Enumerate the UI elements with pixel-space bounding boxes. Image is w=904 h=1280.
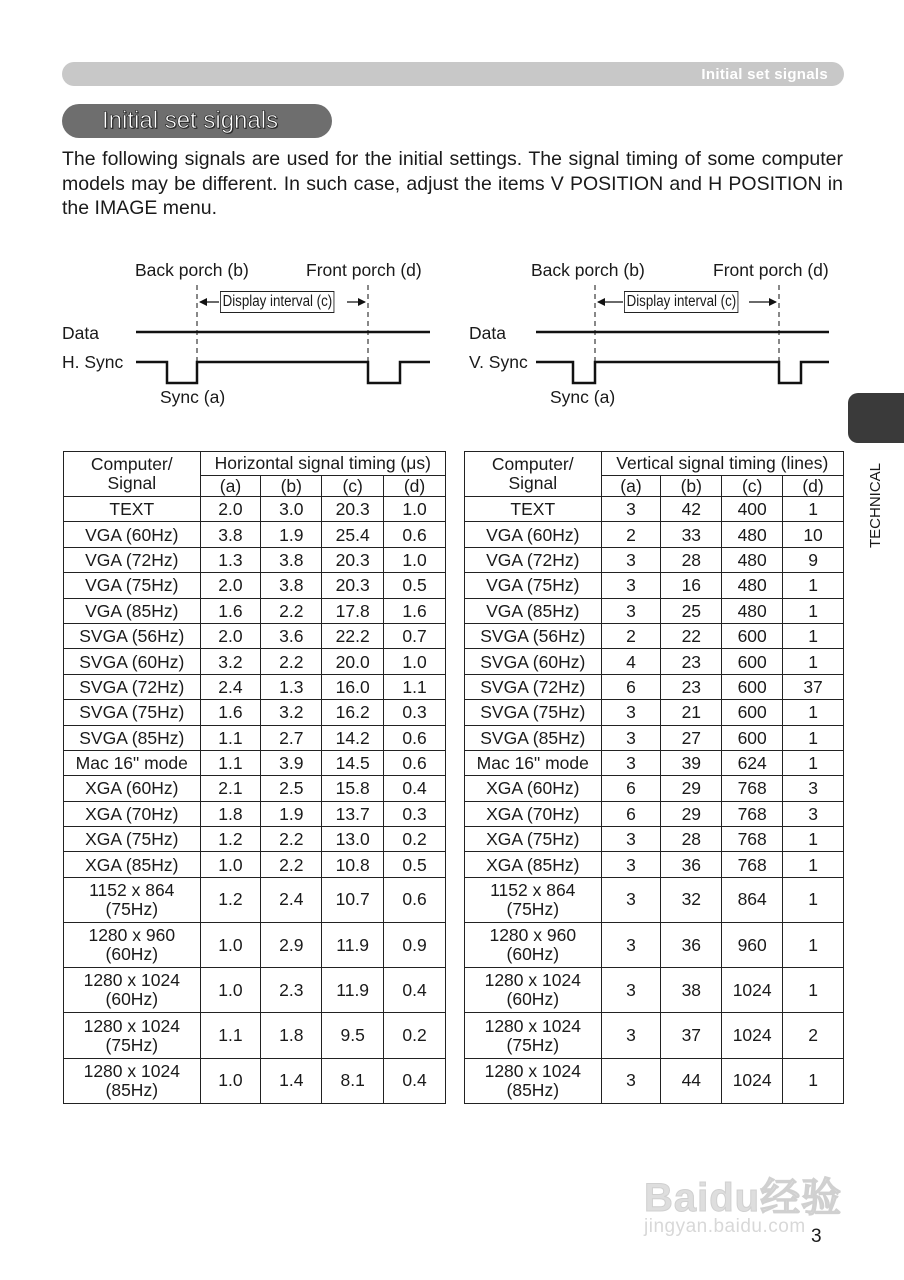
h-cell-signal: VGA (85Hz) <box>64 598 201 623</box>
v-cell-d: 3 <box>783 801 844 826</box>
h-cell-b: 3.0 <box>261 497 322 522</box>
v-cell-a: 3 <box>601 725 661 750</box>
h-table-row <box>64 1058 446 1103</box>
h-cell-c: 20.3 <box>322 573 384 598</box>
v-cell-b: 29 <box>661 776 722 801</box>
h-cell-signal: SVGA (56Hz) <box>64 623 201 648</box>
v-cell-d: 1 <box>783 700 844 725</box>
h-cell-a: 1.6 <box>200 598 261 623</box>
v-cell-a: 3 <box>601 750 661 775</box>
chapter-tab <box>848 393 904 443</box>
v-cell-c: 768 <box>722 801 783 826</box>
v-cell-d: 1 <box>783 598 844 623</box>
v-table-row <box>465 923 844 968</box>
h-table-row <box>64 649 446 674</box>
h-cell-a: 1.3 <box>200 547 261 572</box>
v-cell-d: 1 <box>783 497 844 522</box>
v-timing-table <box>464 451 844 1104</box>
v-cell-signal: SVGA (75Hz) <box>465 700 602 725</box>
v-cell-b: 28 <box>661 827 722 852</box>
h-table-row <box>64 674 446 699</box>
v-cell-b: 33 <box>661 522 722 547</box>
v-cell-d: 9 <box>783 547 844 572</box>
v-table-row <box>465 547 844 572</box>
v-cell-signal: SVGA (72Hz) <box>465 674 602 699</box>
v-table-row <box>465 522 844 547</box>
v-table-row <box>465 725 844 750</box>
h-cell-a: 1.2 <box>200 877 261 922</box>
v-cell-a: 3 <box>601 827 661 852</box>
v-display-interval-label: Display interval (c) <box>624 291 739 313</box>
v-cell-c: 1024 <box>722 1013 783 1058</box>
h-cell-a: 2.0 <box>200 623 261 648</box>
v-back-porch-label: Back porch (b) <box>531 260 645 280</box>
v-cell-signal: 1280 x 1024 (75Hz) <box>465 1013 602 1058</box>
h-sync-waveform <box>62 255 442 415</box>
v-col-signal-header: Computer/ Signal <box>465 452 602 497</box>
h-table-row <box>64 852 446 877</box>
h-cell-signal: XGA (75Hz) <box>64 827 201 852</box>
v-cell-b: 42 <box>661 497 722 522</box>
v-cell-d: 1 <box>783 968 844 1013</box>
v-cell-c: 960 <box>722 923 783 968</box>
h-table-row <box>64 598 446 623</box>
h-cell-b: 1.8 <box>261 1013 322 1058</box>
h-cell-signal: SVGA (75Hz) <box>64 700 201 725</box>
h-cell-b: 2.2 <box>261 827 322 852</box>
v-sub-header: (c) <box>722 476 783 497</box>
h-cell-b: 2.3 <box>261 968 322 1013</box>
v-cell-a: 6 <box>601 674 661 699</box>
h-table-row <box>64 776 446 801</box>
h-cell-d: 0.6 <box>384 877 446 922</box>
h-cell-signal: 1280 x 1024 (60Hz) <box>64 968 201 1013</box>
v-cell-c: 864 <box>722 877 783 922</box>
h-cell-d: 0.3 <box>384 801 446 826</box>
h-cell-signal: XGA (70Hz) <box>64 801 201 826</box>
h-cell-d: 0.6 <box>384 522 446 547</box>
v-cell-d: 1 <box>783 852 844 877</box>
h-col-signal-header: Computer/ Signal <box>64 452 201 497</box>
v-sync-waveform <box>469 255 849 415</box>
h-cell-signal: 1280 x 1024 (75Hz) <box>64 1013 201 1058</box>
h-cell-a: 1.1 <box>200 725 261 750</box>
h-cell-c: 20.0 <box>322 649 384 674</box>
v-front-porch-label: Front porch (d) <box>713 260 829 280</box>
h-cell-signal: SVGA (85Hz) <box>64 725 201 750</box>
h-cell-b: 2.2 <box>261 598 322 623</box>
h-cell-c: 11.9 <box>322 968 384 1013</box>
v-table-row <box>465 827 844 852</box>
watermark-url: jingyan.baidu.com <box>644 1216 806 1237</box>
h-cell-a: 3.8 <box>200 522 261 547</box>
h-data-label: Data <box>62 323 99 343</box>
v-cell-b: 28 <box>661 547 722 572</box>
h-table-row <box>64 497 446 522</box>
v-cell-d: 37 <box>783 674 844 699</box>
h-cell-b: 1.9 <box>261 522 322 547</box>
h-table-row <box>64 923 446 968</box>
h-cell-c: 22.2 <box>322 623 384 648</box>
h-cell-a: 1.2 <box>200 827 261 852</box>
v-cell-c: 1024 <box>722 968 783 1013</box>
h-cell-b: 2.5 <box>261 776 322 801</box>
v-cell-signal: VGA (75Hz) <box>465 573 602 598</box>
v-cell-c: 600 <box>722 725 783 750</box>
v-cell-a: 3 <box>601 700 661 725</box>
h-cell-a: 2.4 <box>200 674 261 699</box>
v-table-row <box>465 877 844 922</box>
h-cell-d: 1.0 <box>384 649 446 674</box>
v-table-row <box>465 801 844 826</box>
v-cell-d: 3 <box>783 776 844 801</box>
v-table-body <box>465 497 844 1104</box>
v-cell-a: 3 <box>601 1013 661 1058</box>
h-table-row <box>64 522 446 547</box>
v-cell-signal: XGA (70Hz) <box>465 801 602 826</box>
h-cell-d: 1.0 <box>384 547 446 572</box>
v-cell-c: 624 <box>722 750 783 775</box>
v-cell-c: 400 <box>722 497 783 522</box>
h-cell-a: 2.1 <box>200 776 261 801</box>
baidu-watermark <box>644 1150 854 1240</box>
v-cell-b: 25 <box>661 598 722 623</box>
v-table-row <box>465 700 844 725</box>
v-cell-signal: 1280 x 1024 (60Hz) <box>465 968 602 1013</box>
h-cell-d: 0.6 <box>384 750 446 775</box>
h-cell-signal: 1280 x 960 (60Hz) <box>64 923 201 968</box>
h-cell-c: 15.8 <box>322 776 384 801</box>
v-cell-a: 3 <box>601 573 661 598</box>
v-cell-d: 1 <box>783 1058 844 1103</box>
v-cell-b: 23 <box>661 674 722 699</box>
h-cell-b: 3.9 <box>261 750 322 775</box>
h-cell-b: 2.2 <box>261 649 322 674</box>
h-cell-a: 1.1 <box>200 750 261 775</box>
h-table-row <box>64 725 446 750</box>
h-cell-signal: VGA (75Hz) <box>64 573 201 598</box>
v-sync-diagram <box>469 255 849 415</box>
h-sync-pulse-label: Sync (a) <box>160 387 226 407</box>
h-cell-a: 1.8 <box>200 801 261 826</box>
v-cell-c: 600 <box>722 649 783 674</box>
h-cell-signal: TEXT <box>64 497 201 522</box>
h-table-row <box>64 623 446 648</box>
h-timing-table <box>63 451 446 1104</box>
h-cell-b: 2.2 <box>261 852 322 877</box>
h-cell-signal: SVGA (60Hz) <box>64 649 201 674</box>
v-cell-b: 22 <box>661 623 722 648</box>
v-sync-pulse-label: Sync (a) <box>550 387 616 407</box>
v-cell-c: 480 <box>722 573 783 598</box>
v-table-row <box>465 1013 844 1058</box>
v-sync-label: V. Sync <box>469 352 528 372</box>
v-cell-a: 2 <box>601 623 661 648</box>
h-sub-header: (d) <box>384 476 446 497</box>
v-cell-c: 768 <box>722 827 783 852</box>
v-cell-signal: VGA (60Hz) <box>465 522 602 547</box>
v-cell-a: 6 <box>601 776 661 801</box>
v-table-row <box>465 968 844 1013</box>
v-cell-d: 10 <box>783 522 844 547</box>
v-cell-c: 480 <box>722 598 783 623</box>
v-cell-b: 36 <box>661 852 722 877</box>
v-cell-b: 38 <box>661 968 722 1013</box>
h-cell-d: 0.9 <box>384 923 446 968</box>
v-cell-d: 1 <box>783 750 844 775</box>
h-cell-a: 1.0 <box>200 968 261 1013</box>
intro-paragraph: The following signals are used for the initial settings. The signal timing of some computer models may be different. In such case, adjust the items V POSITION and H POSITION in the IMAGE menu. <box>62 148 843 219</box>
h-cell-b: 1.4 <box>261 1058 322 1103</box>
h-sub-header: (b) <box>261 476 322 497</box>
v-cell-signal: 1152 x 864 (75Hz) <box>465 877 602 922</box>
v-cell-a: 3 <box>601 968 661 1013</box>
v-cell-signal: Mac 16" mode <box>465 750 602 775</box>
h-cell-c: 10.7 <box>322 877 384 922</box>
h-display-interval-label: Display interval (c) <box>220 291 335 313</box>
h-cell-b: 2.4 <box>261 877 322 922</box>
h-sub-header: (c) <box>322 476 384 497</box>
v-cell-signal: XGA (85Hz) <box>465 852 602 877</box>
v-cell-a: 3 <box>601 598 661 623</box>
h-table-row <box>64 750 446 775</box>
h-cell-c: 11.9 <box>322 923 384 968</box>
v-cell-b: 27 <box>661 725 722 750</box>
h-cell-c: 13.0 <box>322 827 384 852</box>
h-cell-d: 0.4 <box>384 776 446 801</box>
page-number: 3 <box>811 1226 822 1247</box>
h-cell-signal: 1152 x 864 (75Hz) <box>64 877 201 922</box>
h-cell-a: 1.6 <box>200 700 261 725</box>
v-cell-d: 1 <box>783 877 844 922</box>
v-table-row <box>465 852 844 877</box>
v-sub-header: (d) <box>783 476 844 497</box>
h-table-row <box>64 700 446 725</box>
h-cell-signal: 1280 x 1024 (85Hz) <box>64 1058 201 1103</box>
h-cell-signal: XGA (60Hz) <box>64 776 201 801</box>
h-cell-d: 0.2 <box>384 1013 446 1058</box>
h-cell-b: 3.8 <box>261 573 322 598</box>
h-group-header: Horizontal signal timing (μs) <box>200 452 445 476</box>
v-cell-d: 1 <box>783 725 844 750</box>
h-cell-c: 25.4 <box>322 522 384 547</box>
h-cell-d: 0.2 <box>384 827 446 852</box>
h-cell-signal: VGA (60Hz) <box>64 522 201 547</box>
h-sync-diagram <box>62 255 442 415</box>
v-cell-a: 3 <box>601 547 661 572</box>
h-cell-d: 0.4 <box>384 1058 446 1103</box>
v-cell-signal: TEXT <box>465 497 602 522</box>
section-header-label: Initial set signals <box>701 66 828 83</box>
chapter-tab-label-wrap <box>850 448 884 548</box>
h-cell-c: 17.8 <box>322 598 384 623</box>
v-sub-header: (a) <box>601 476 661 497</box>
v-table-row <box>465 750 844 775</box>
v-data-label: Data <box>469 323 506 343</box>
h-cell-a: 1.0 <box>200 923 261 968</box>
h-cell-a: 3.2 <box>200 649 261 674</box>
v-cell-a: 4 <box>601 649 661 674</box>
v-cell-d: 1 <box>783 923 844 968</box>
h-cell-signal: SVGA (72Hz) <box>64 674 201 699</box>
v-cell-b: 36 <box>661 923 722 968</box>
h-cell-a: 2.0 <box>200 573 261 598</box>
v-cell-b: 39 <box>661 750 722 775</box>
v-cell-a: 3 <box>601 497 661 522</box>
h-cell-a: 1.0 <box>200 852 261 877</box>
v-table-row <box>465 497 844 522</box>
h-cell-c: 10.8 <box>322 852 384 877</box>
v-cell-d: 1 <box>783 623 844 648</box>
h-sync-label: H. Sync <box>62 352 124 372</box>
h-cell-b: 2.7 <box>261 725 322 750</box>
h-table-row <box>64 801 446 826</box>
h-cell-b: 1.3 <box>261 674 322 699</box>
v-cell-a: 3 <box>601 1058 661 1103</box>
page-title-badge <box>62 104 332 138</box>
h-cell-b: 3.8 <box>261 547 322 572</box>
h-cell-b: 3.2 <box>261 700 322 725</box>
v-cell-signal: XGA (75Hz) <box>465 827 602 852</box>
v-cell-c: 768 <box>722 776 783 801</box>
chapter-tab-label: TECHNICAL <box>867 462 884 548</box>
v-cell-b: 44 <box>661 1058 722 1103</box>
h-cell-b: 2.9 <box>261 923 322 968</box>
v-table-row <box>465 598 844 623</box>
v-cell-c: 480 <box>722 522 783 547</box>
v-cell-a: 3 <box>601 923 661 968</box>
h-cell-a: 2.0 <box>200 497 261 522</box>
v-table-row <box>465 573 844 598</box>
h-cell-d: 0.4 <box>384 968 446 1013</box>
v-cell-c: 600 <box>722 674 783 699</box>
v-table-row <box>465 674 844 699</box>
v-cell-signal: SVGA (85Hz) <box>465 725 602 750</box>
h-table-row <box>64 968 446 1013</box>
h-cell-b: 3.6 <box>261 623 322 648</box>
v-cell-a: 3 <box>601 877 661 922</box>
h-cell-signal: Mac 16" mode <box>64 750 201 775</box>
v-cell-b: 23 <box>661 649 722 674</box>
v-cell-c: 600 <box>722 700 783 725</box>
h-table-row <box>64 827 446 852</box>
h-sub-header: (a) <box>200 476 261 497</box>
h-cell-c: 20.3 <box>322 547 384 572</box>
h-table-body <box>64 497 446 1104</box>
h-cell-d: 0.5 <box>384 852 446 877</box>
h-front-porch-label: Front porch (d) <box>306 260 422 280</box>
h-cell-d: 1.6 <box>384 598 446 623</box>
page-title: Initial set signals <box>102 107 279 134</box>
v-cell-d: 1 <box>783 649 844 674</box>
h-cell-c: 16.2 <box>322 700 384 725</box>
v-table-row <box>465 776 844 801</box>
h-cell-d: 1.0 <box>384 497 446 522</box>
h-cell-d: 0.3 <box>384 700 446 725</box>
v-cell-signal: VGA (72Hz) <box>465 547 602 572</box>
v-cell-signal: XGA (60Hz) <box>465 776 602 801</box>
h-cell-signal: XGA (85Hz) <box>64 852 201 877</box>
v-cell-d: 1 <box>783 827 844 852</box>
h-cell-c: 8.1 <box>322 1058 384 1103</box>
h-cell-c: 9.5 <box>322 1013 384 1058</box>
h-back-porch-label: Back porch (b) <box>135 260 249 280</box>
v-cell-b: 32 <box>661 877 722 922</box>
h-cell-a: 1.1 <box>200 1013 261 1058</box>
h-cell-c: 16.0 <box>322 674 384 699</box>
h-cell-b: 1.9 <box>261 801 322 826</box>
h-table-row <box>64 1013 446 1058</box>
v-cell-d: 2 <box>783 1013 844 1058</box>
v-sub-header: (b) <box>661 476 722 497</box>
v-cell-c: 480 <box>722 547 783 572</box>
h-cell-signal: VGA (72Hz) <box>64 547 201 572</box>
v-cell-a: 2 <box>601 522 661 547</box>
v-cell-c: 1024 <box>722 1058 783 1103</box>
v-cell-a: 3 <box>601 852 661 877</box>
v-cell-signal: VGA (85Hz) <box>465 598 602 623</box>
v-cell-c: 768 <box>722 852 783 877</box>
h-cell-d: 0.5 <box>384 573 446 598</box>
v-cell-a: 6 <box>601 801 661 826</box>
v-table-row <box>465 1058 844 1103</box>
v-cell-signal: SVGA (60Hz) <box>465 649 602 674</box>
v-cell-signal: 1280 x 1024 (85Hz) <box>465 1058 602 1103</box>
h-cell-c: 14.5 <box>322 750 384 775</box>
h-cell-d: 0.6 <box>384 725 446 750</box>
h-cell-d: 1.1 <box>384 674 446 699</box>
section-header-bar <box>62 62 844 86</box>
watermark-logo: Baidu经验 <box>644 1176 843 1220</box>
h-cell-a: 1.0 <box>200 1058 261 1103</box>
v-cell-b: 37 <box>661 1013 722 1058</box>
v-cell-b: 16 <box>661 573 722 598</box>
h-cell-c: 14.2 <box>322 725 384 750</box>
h-cell-c: 20.3 <box>322 497 384 522</box>
v-cell-b: 21 <box>661 700 722 725</box>
h-table-row <box>64 877 446 922</box>
h-cell-d: 0.7 <box>384 623 446 648</box>
v-cell-b: 29 <box>661 801 722 826</box>
v-group-header: Vertical signal timing (lines) <box>601 452 843 476</box>
v-cell-d: 1 <box>783 573 844 598</box>
h-cell-c: 13.7 <box>322 801 384 826</box>
v-table-row <box>465 623 844 648</box>
v-cell-signal: SVGA (56Hz) <box>465 623 602 648</box>
v-cell-c: 600 <box>722 623 783 648</box>
v-table-row <box>465 649 844 674</box>
h-table-row <box>64 573 446 598</box>
v-cell-signal: 1280 x 960 (60Hz) <box>465 923 602 968</box>
h-table-row <box>64 547 446 572</box>
